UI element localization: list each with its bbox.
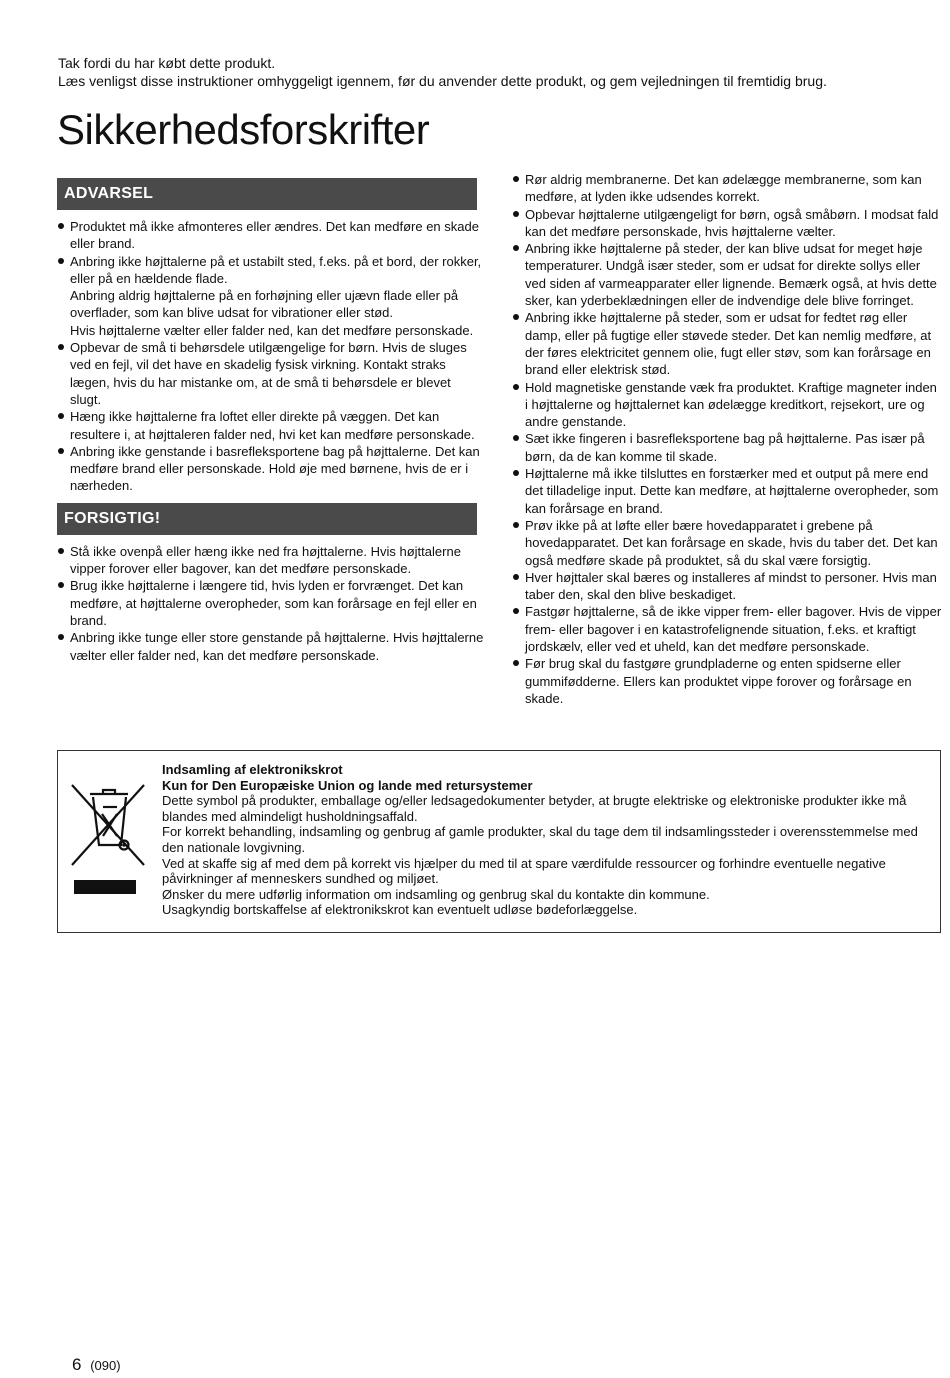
recycling-line: Ved at skaffe sig af med dem på korrekt vis hjælper du med til at spare værdifulde ressourcer og forhindre eventuelle negative påvirkninger af menneskers sundhed og miljøet. — [162, 855, 886, 887]
crossed-out-wheelie-bin-icon — [68, 781, 148, 869]
forsigtig-heading: FORSIGTIG! — [57, 503, 477, 535]
advarsel-list — [57, 218, 485, 495]
page-title: Sikkerhedsforskrifter — [57, 106, 430, 153]
recycling-notice — [57, 750, 941, 933]
list-item: Opbevar højttalerne utilgængeligt for børn, også småbørn. I modsat fald kan det medføre personskade, hvis højttalerne vælter. — [512, 206, 942, 241]
list-item: Sæt ikke fingeren i basrefleksportene bag på højttalerne. Pas især på børn, da de kan komme til skade. — [512, 430, 942, 465]
intro-line-1: Tak fordi du har købt dette produkt. — [58, 55, 276, 71]
intro — [58, 54, 938, 90]
recycling-heading-1: Indsamling af elektronikskrot — [162, 762, 343, 777]
list-item: Før brug skal du fastgøre grundpladerne og enten spidserne eller gummifødderne. Ellers kan produktet vippe forover og forårsage en skade. — [512, 655, 942, 707]
page-footer — [72, 1355, 121, 1375]
list-item: Anbring ikke genstande i basrefleksportene bag på højttalerne. Det kan medføre brand eller personskade. Hold øje med børnene, hvis de er i nærheden. — [57, 443, 485, 495]
right-column — [512, 171, 942, 707]
list-item: Anbring ikke højttalerne på et ustabilt sted, f.eks. på et bord, der rokker, eller på en hældende flade. Anbring aldrig højttalerne på en forhøjning eller ujævn flade eller på overflader, som kan blive udsat for vibrationer eller stød. Hvis højttalerne vælter eller falder ned, kan det medføre personskade. — [57, 253, 485, 339]
list-item: Produktet må ikke afmonteres eller ændres. Det kan medføre en skade eller brand. — [57, 218, 485, 253]
list-item: Fastgør højttalerne, så de ikke vipper frem- eller bagover. Hvis de vipper frem- eller bagover i en katastrofelignende situation, f.eks. et kraftigt jordskælv, eller ved et uheld, kan det medføre personskade. — [512, 603, 942, 655]
page-number: 6 — [72, 1355, 82, 1374]
page-code: (090) — [90, 1358, 121, 1373]
intro-line-2: Læs venligst disse instruktioner omhyggeligt igennem, før du anvender dette produkt, og gem vejledningen til fremtidig brug. — [58, 73, 827, 89]
list-item: Brug ikke højttalerne i længere tid, hvis lyden er forvrænget. Det kan medføre, at højttalerne overopheder, som kan forårsage en fejl eller en brand. — [57, 577, 485, 629]
recycling-line: Usagkyndig bortskaffelse af elektronikskrot kan eventuelt udløse bødeforlæggelse. — [162, 902, 638, 918]
list-item: Højttalerne må ikke tilsluttes en forstærker med et output på mere end det tilladelige input. Dette kan medføre, at højttalerne overopheder, som kan forårsage en brand. — [512, 465, 942, 517]
list-item: Opbevar de små ti behørsdele utilgængelige for børn. Hvis de sluges ved en fejl, vil det have en skadelig fysisk virkning. Kontakt straks lægen, hvis du har mistanke om, at de små ti behørsdele er blevet slugt. — [57, 339, 485, 408]
list-item: Stå ikke ovenpå eller hæng ikke ned fra højttalerne. Hvis højttalerne vipper forover eller bagover, kan det medføre personskade. — [57, 543, 485, 578]
recycling-heading-2: Kun for Den Europæiske Union og lande med retursystemer — [162, 777, 533, 793]
list-item: Hold magnetiske genstande væk fra produktet. Kraftige magneter inden i højttalerne og højttalernet kan ødelægge kreditkort, rejsekort, ure og andre genstande. — [512, 379, 942, 431]
list-item: Anbring ikke tunge eller store genstande på højttalerne. Hvis højttalerne vælter eller falder ned, kan det medføre personskade. — [57, 629, 485, 664]
list-item: Anbring ikke højttalerne på steder, som er udsat for fedtet røg eller damp, eller på fugtige eller støvede steder. Det kan nemlig medføre, at der føres elektricitet gennem olie, fugt eller støv, som kan forårsage en brand eller elektrisk stød. — [512, 309, 942, 378]
bin-bar — [74, 880, 136, 894]
list-item: Hæng ikke højttalerne fra loftet eller direkte på væggen. Det kan resultere i, at højttaleren falder ned, hvi ket kan medføre personskade. — [57, 408, 485, 443]
recycling-text — [162, 762, 934, 918]
advarsel-heading: ADVARSEL — [57, 178, 477, 210]
right-list — [512, 171, 942, 707]
recycling-line: Dette symbol på produkter, emballage og/eller ledsagedokumenter betyder, at brugte elektriske og elektroniske produkter ikke må blandes med almindeligt husholdningsaffald. — [162, 793, 907, 824]
list-item: Rør aldrig membranerne. Det kan ødelægge membranerne, som kan medføre, at lyden ikke udsendes korrekt. — [512, 171, 942, 206]
recycling-line: Ønsker du mere udførlig information om indsamling og genbrug skal du kontakte din kommune. — [162, 886, 710, 902]
list-item: Prøv ikke på at løfte eller bære hovedapparatet i grebene på hovedapparatet. Det kan forårsage en skade, hvis du taber det. Det kan også medføre skade på produktet, så du skal være forsigtig. — [512, 517, 942, 569]
list-item: Hver højttaler skal bæres og installeres af mindst to personer. Hvis man taber den, skal den blive beskadiget. — [512, 569, 942, 604]
list-item: Anbring ikke højttalerne på steder, der kan blive udsat for meget høje temperaturer. Undgå især steder, som er udsat for direkte sollys eller ved siden af varmeapparater eller lignende. Bemærk også, at hvis dette sker, kan yderbeklædningen eller de indvendige dele blive forringet. — [512, 240, 942, 309]
recycling-line: For korrekt behandling, indsamling og genbrug af gamle produkter, skal du tage dem til indsamlingssteder i overensstemmelse med den nationale lovgivning. — [162, 824, 918, 855]
forsigtig-list — [57, 543, 485, 664]
left-column — [57, 178, 485, 664]
